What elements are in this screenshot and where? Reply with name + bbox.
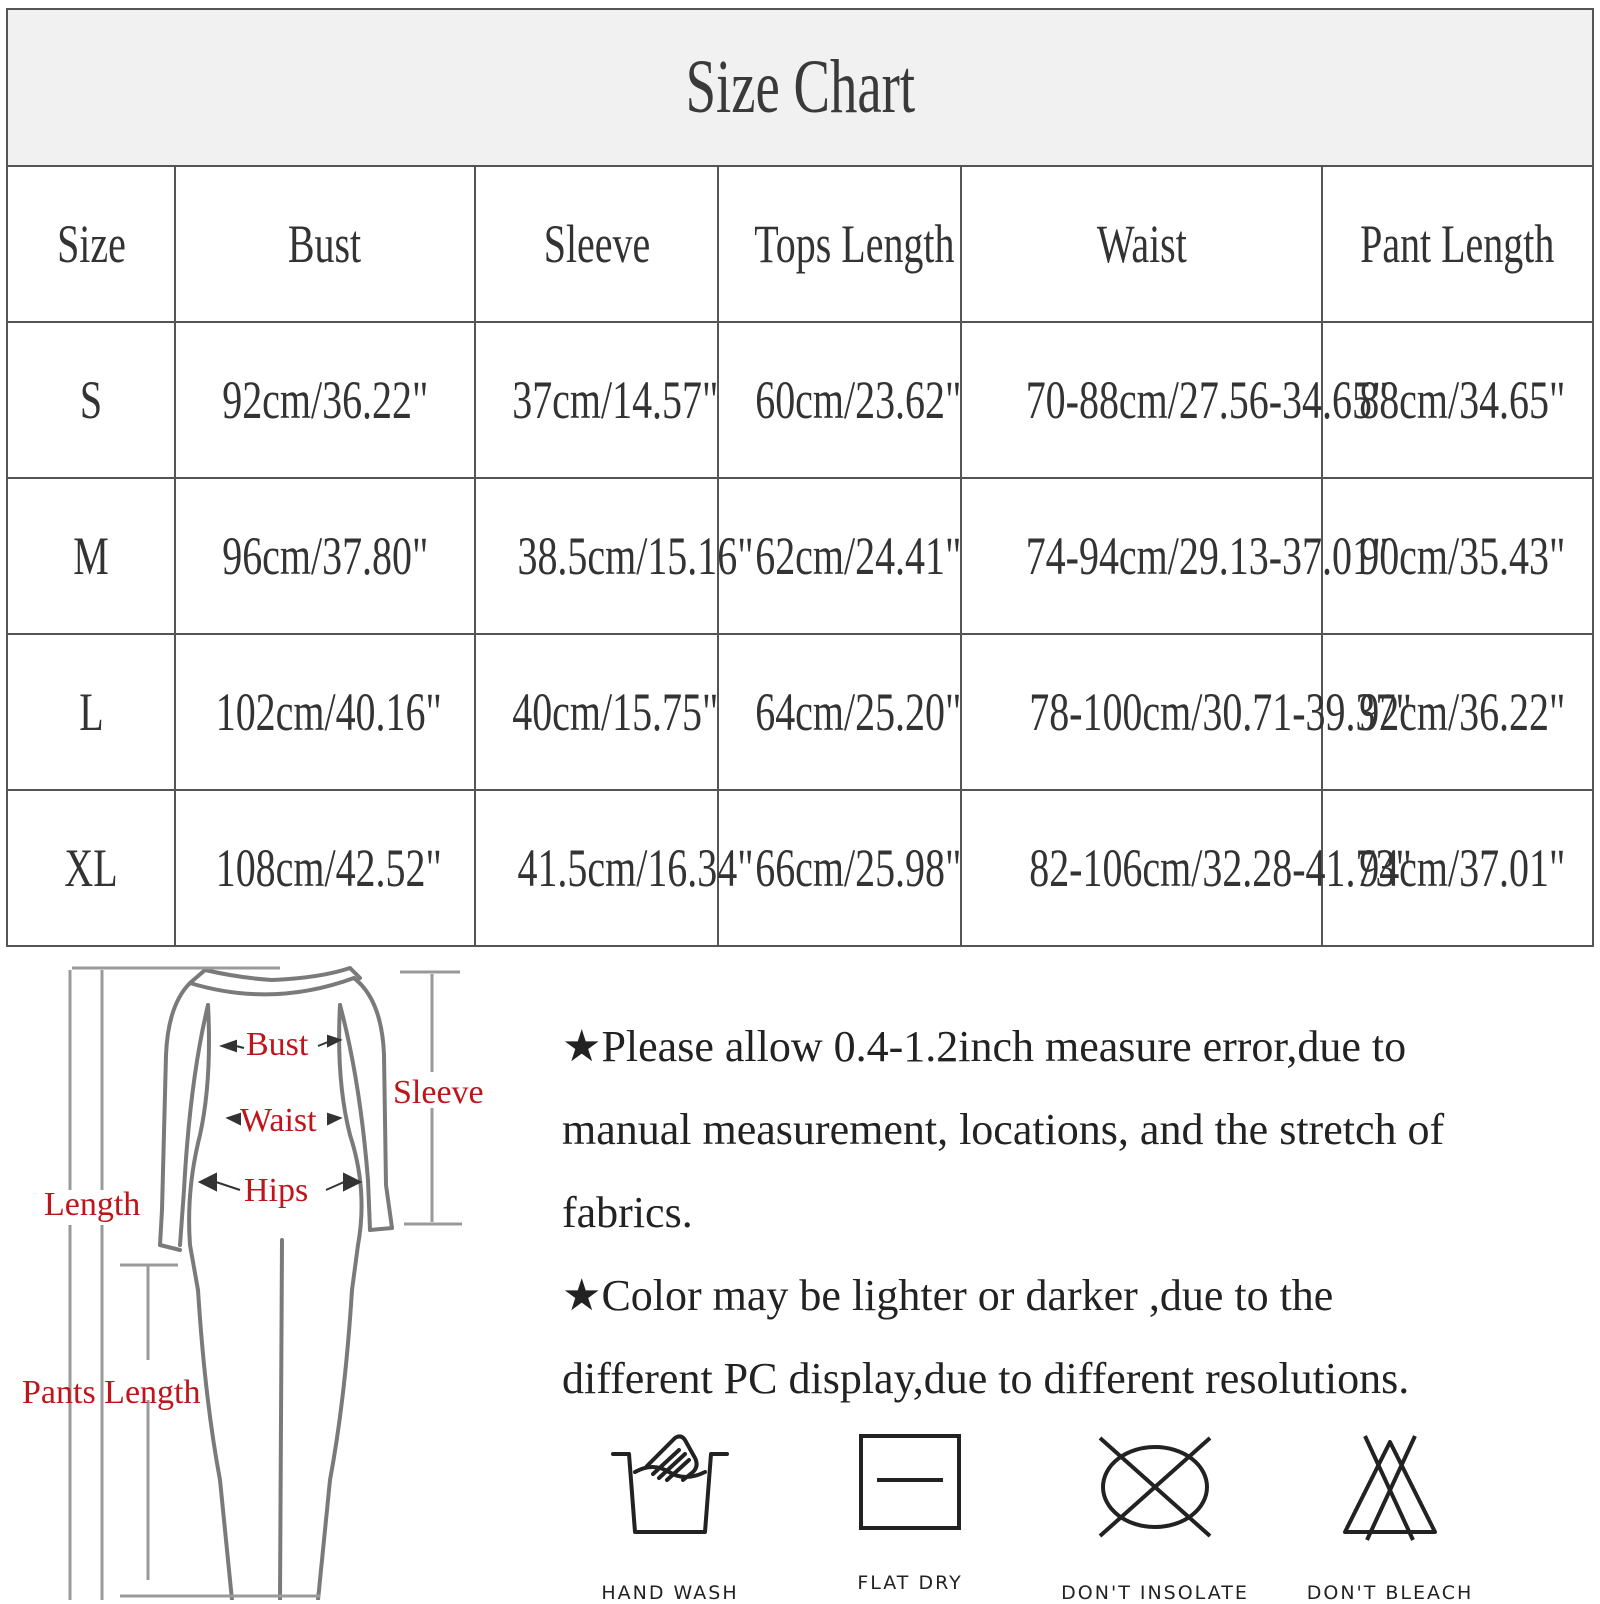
care-flat-dry — [822, 1432, 998, 1594]
table-cell — [7, 478, 175, 634]
note-line: different PC display,due to different resolutions. — [562, 1354, 1410, 1403]
measurement-figure — [0, 960, 520, 1600]
header-pant-length: Pant Length — [1360, 214, 1555, 274]
table-cell — [961, 790, 1412, 946]
header-waist: Waist — [1096, 214, 1187, 274]
label-sleeve: Sleeve — [393, 1074, 484, 1111]
note-line: fabrics. — [562, 1188, 693, 1237]
table-cell — [175, 322, 475, 478]
cell-sleeve: 38.5cm/15.16" — [517, 526, 754, 586]
table-row — [7, 322, 1593, 478]
table-cell — [1322, 322, 1593, 478]
header-cell — [718, 166, 961, 322]
header-cell — [1322, 166, 1593, 322]
header-cell — [7, 166, 175, 322]
header-row — [7, 166, 1593, 322]
note-line: ★Color may be lighter or darker ,due to the — [562, 1271, 1334, 1320]
table-cell — [175, 478, 475, 634]
table-cell — [7, 790, 175, 946]
cell-size: M — [73, 526, 109, 586]
cell-tops-length: 60cm/23.62" — [755, 370, 962, 430]
cell-sleeve: 41.5cm/16.34" — [517, 838, 754, 898]
cell-waist: 74-94cm/29.13-37.01" — [1025, 526, 1389, 586]
label-bust: Bust — [246, 1026, 309, 1063]
cell-bust: 92cm/36.22" — [221, 370, 429, 430]
table-cell — [475, 790, 754, 946]
cell-pant-length: 90cm/35.43" — [1359, 526, 1566, 586]
cell-bust: 96cm/37.80" — [221, 526, 429, 586]
table-cell — [175, 634, 475, 790]
table-cell — [718, 478, 961, 634]
table-cell — [1322, 790, 1593, 946]
size-chart-table — [6, 8, 1594, 947]
hand-wash-icon — [605, 1432, 735, 1542]
table-cell — [961, 478, 1389, 634]
page-title: Size Chart — [685, 45, 915, 129]
table-cell — [1322, 478, 1593, 634]
care-label: FLAT DRY — [857, 1572, 963, 1594]
header-size: Size — [56, 214, 126, 274]
cell-pant-length: 94cm/37.01" — [1359, 838, 1566, 898]
table-row — [7, 478, 1593, 634]
table-cell — [475, 322, 718, 478]
cell-tops-length: 62cm/24.41" — [755, 526, 962, 586]
table-cell — [718, 322, 961, 478]
table-cell — [7, 634, 175, 790]
cell-size: L — [78, 682, 104, 742]
cell-sleeve: 37cm/14.57" — [512, 370, 719, 430]
dont-bleach-icon — [1335, 1432, 1445, 1542]
label-hips: Hips — [244, 1172, 309, 1209]
table-cell — [961, 634, 1412, 790]
cell-waist: 70-88cm/27.56-34.65" — [1025, 370, 1389, 430]
table-cell — [718, 790, 961, 946]
header-sleeve: Sleeve — [543, 214, 650, 274]
care-dont-bleach — [1290, 1432, 1490, 1604]
label-pants-length: Pants Length — [22, 1374, 201, 1411]
cell-tops-length: 66cm/25.98" — [755, 838, 962, 898]
table-cell — [475, 478, 754, 634]
cell-bust: 102cm/40.16" — [215, 682, 442, 742]
cell-sleeve: 40cm/15.75" — [512, 682, 719, 742]
label-length: Length — [44, 1186, 141, 1223]
note-line: ★Please allow 0.4-1.2inch measure error,due to — [562, 1022, 1407, 1071]
care-hand-wash — [582, 1432, 758, 1604]
measurement-notes — [562, 1005, 1572, 1420]
table-row — [7, 634, 1593, 790]
cell-tops-length: 64cm/25.20" — [755, 682, 962, 742]
cell-pant-length: 92cm/36.22" — [1359, 682, 1566, 742]
table-cell — [1322, 634, 1593, 790]
table-cell — [718, 634, 961, 790]
cell-pant-length: 88cm/34.65" — [1359, 370, 1566, 430]
cell-waist: 78-100cm/30.71-39.37" — [1029, 682, 1412, 742]
table-row — [7, 790, 1593, 946]
flat-dry-icon — [855, 1432, 965, 1532]
table-cell — [175, 790, 475, 946]
cell-size: S — [79, 370, 103, 430]
title-row — [7, 9, 1593, 166]
dont-insolate-icon — [1090, 1432, 1220, 1542]
table-cell — [961, 322, 1389, 478]
table-cell — [7, 322, 175, 478]
care-label: DON'T INSOLATE — [1061, 1582, 1249, 1604]
title-cell — [7, 9, 1593, 166]
care-label: DON'T BLEACH — [1306, 1582, 1474, 1604]
care-label: HAND WASH — [601, 1582, 739, 1604]
note-line: manual measurement, locations, and the stretch of — [562, 1105, 1445, 1154]
header-tops-length: Tops Length — [754, 214, 955, 274]
header-cell — [175, 166, 475, 322]
label-waist: Waist — [240, 1102, 317, 1139]
table-cell — [475, 634, 718, 790]
header-bust: Bust — [288, 214, 362, 274]
cell-size: XL — [64, 838, 118, 898]
header-cell — [475, 166, 718, 322]
cell-waist: 82-106cm/32.28-41.73" — [1029, 838, 1412, 898]
cell-bust: 108cm/42.52" — [215, 838, 442, 898]
header-cell — [961, 166, 1322, 322]
care-dont-insolate — [1050, 1432, 1260, 1604]
